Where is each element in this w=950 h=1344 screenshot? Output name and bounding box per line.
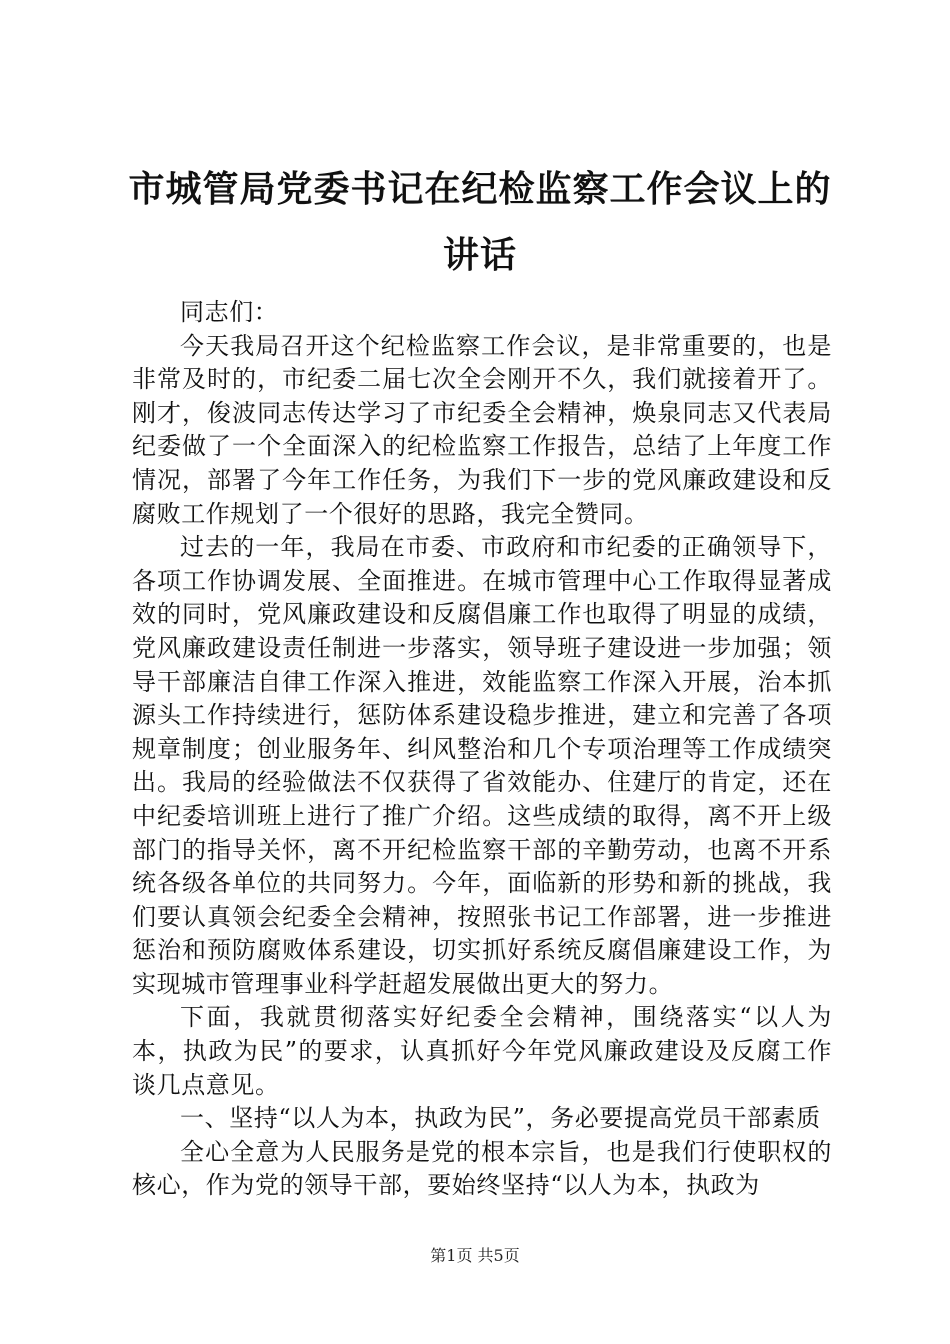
document-body xyxy=(132,296,832,1203)
salutation: 同志们： xyxy=(180,298,279,326)
page-footer: 第1页 共5页 xyxy=(430,1246,520,1265)
paragraph-opening: 今天我局召开这个纪检监察工作会议，是非常重要的，也是非常及时的，市纪委二届七次全会刚开不久，我们就接着开了。刚才，俊波同志传达学习了市纪委全会精神，焕泉同志又代表局纪委做了一个全面深入的纪检监察工作报告，总结了上年度工作情况，部署了今年工作任务，为我们下一步的党风廉政建设和反腐败工作规划了一个很好的思路，我完全赞同。 xyxy=(132,331,832,528)
paragraph-section-1: 全心全意为人民服务是党的根本宗旨，也是我们行使职权的核心，作为党的领导干部，要始终坚持“以人为本，执政为 xyxy=(132,1137,832,1200)
paragraph-review: 过去的一年，我局在市委、市政府和市纪委的正确领导下，各项工作协调发展、全面推进。在城市管理中心工作取得显著成效的同时，党风廉政建设和反腐倡廉工作也取得了明显的成绩，党风廉政建设责任制进一步落实，领导班子建设进一步加强；领导干部廉洁自律工作深入推进，效能监察工作深入开展，治本抓源头工作持续进行，惩防体系建设稳步推进，建立和完善了各项规章制度；创业服务年、纠风整治和几个专项治理等工作成绩突出。我局的经验做法不仅获得了省效能办、住建厅的肯定，还在中纪委培训班上进行了推广介绍。这些成绩的取得，离不开上级部门的指导关怀，离不开纪检监察干部的辛勤劳动，也离不开系统各级各单位的共同努力。今年，面临新的形势和新的挑战，我们要认真领会纪委全会精神，按照张书记工作部署，进一步推进惩治和预防腐败体系建设，切实抓好系统反腐倡廉建设工作，为实现城市管理事业科学赶超发展做出更大的努力。 xyxy=(132,533,832,998)
section-heading-1: 一、坚持“以人为本，执政为民”，务必要提高党员干部素质 xyxy=(180,1104,821,1133)
paragraph-intro: 下面，我就贯彻落实好纪委全会精神，围绕落实“以人为本，执政为民”的要求，认真抓好今年党风廉政建设及反腐工作谈几点意见。 xyxy=(132,1003,832,1099)
document-title: 市城管局党委书记在纪检监察工作会议上的讲话 xyxy=(128,168,832,276)
